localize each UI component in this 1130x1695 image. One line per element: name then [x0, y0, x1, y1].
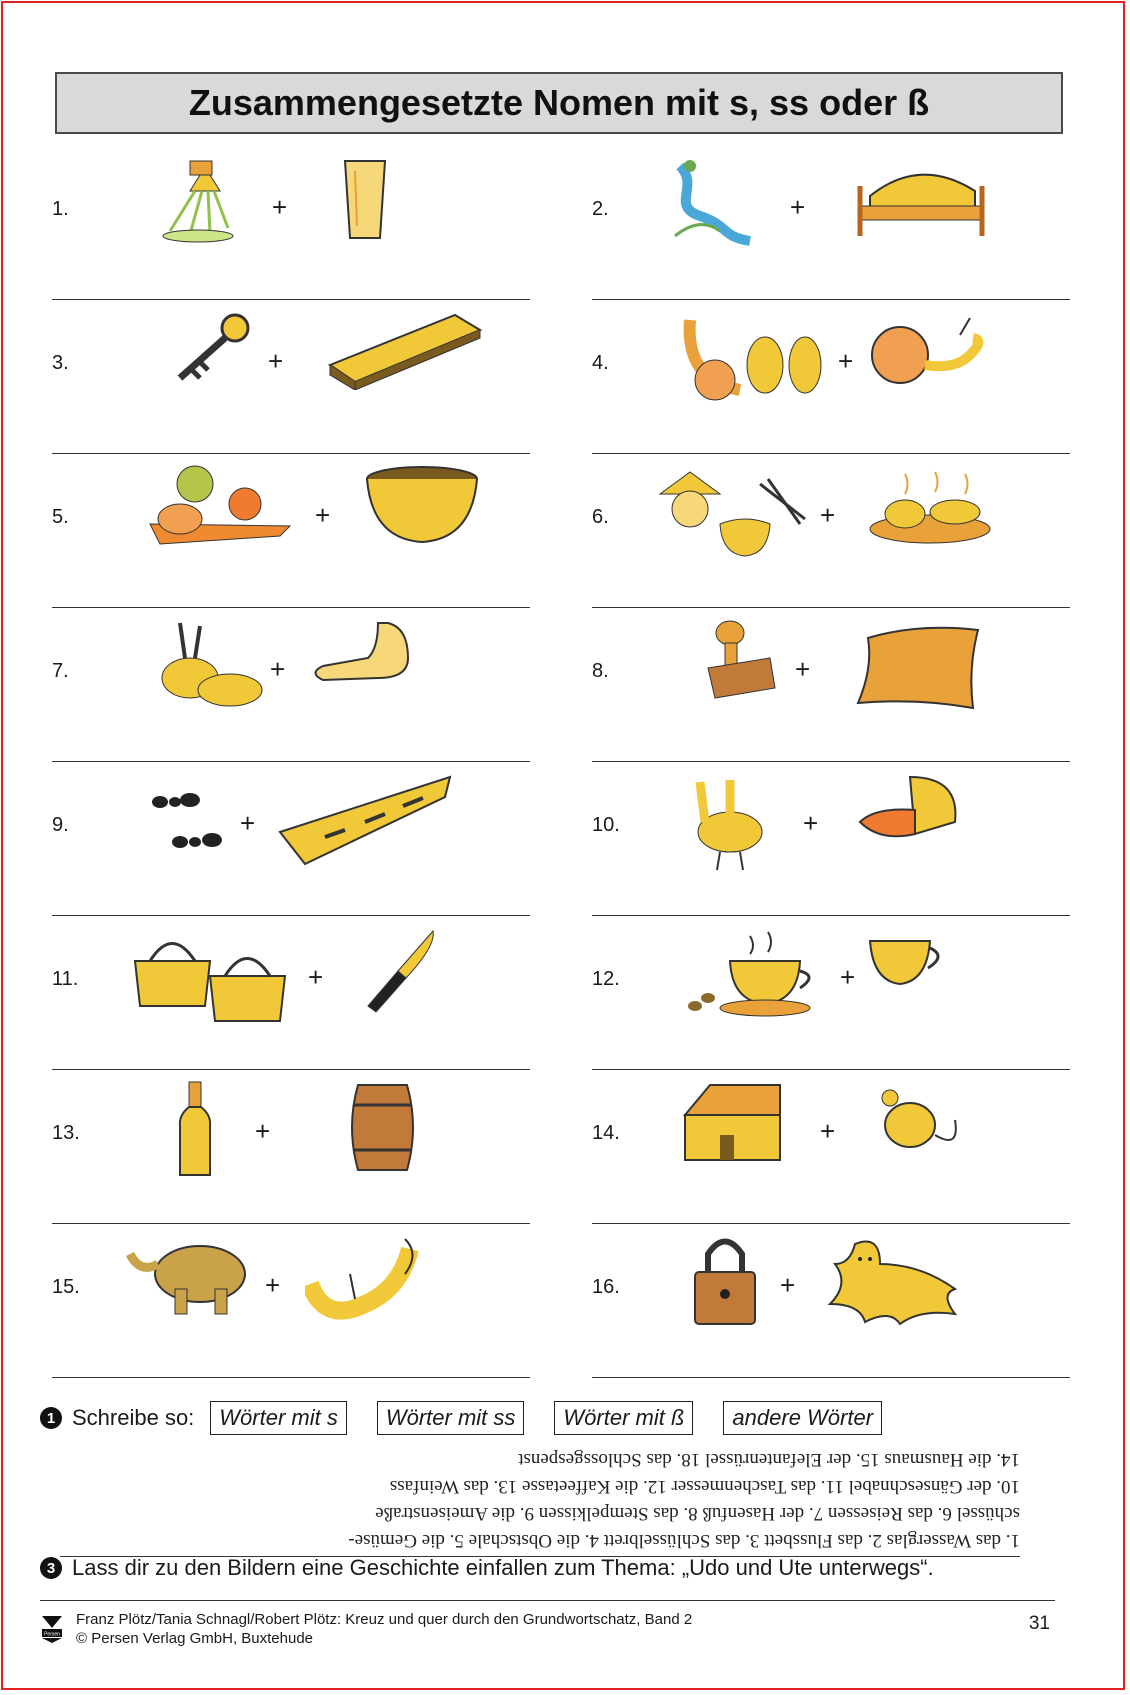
- item-number: 6.: [592, 506, 609, 528]
- category-box-s: Wörter mit s: [210, 1401, 347, 1435]
- road-icon: [275, 772, 455, 867]
- item-number: 13.: [52, 1122, 80, 1144]
- footer-credits: Franz Plötz/Tania Schnagl/Robert Plötz: Kreuz und quer durch den Grundwortschatz, Band 2: [76, 1611, 693, 1628]
- wine-bottle-icon: [175, 1080, 215, 1180]
- item-number: 15.: [52, 1276, 80, 1298]
- barrel-icon: [350, 1080, 415, 1175]
- exercise-item: [580, 920, 1070, 1074]
- pillow-icon: [848, 618, 988, 718]
- exercise-item: [40, 920, 530, 1074]
- answer-line: [52, 453, 530, 454]
- item-number: 2.: [592, 198, 609, 220]
- plus-sign: +: [265, 1270, 281, 1300]
- exercise-item: [40, 1228, 530, 1382]
- svg-text:Persen: Persen: [44, 1631, 60, 1638]
- plus-sign: +: [308, 962, 324, 992]
- plus-sign: +: [795, 654, 811, 684]
- plus-sign: +: [820, 500, 836, 530]
- answer-line: [592, 1069, 1070, 1070]
- plus-sign: +: [803, 808, 819, 838]
- plus-sign: +: [240, 808, 256, 838]
- plus-sign: +: [272, 192, 288, 222]
- answer-line: [592, 761, 1070, 762]
- river-icon: [660, 156, 770, 246]
- answer-line: [52, 607, 530, 608]
- answer-line-text: 10. der Gänseschnabel 11. das Taschenmesser 12. die Kaffeetasse 13. das Weinfass: [389, 1476, 1020, 1497]
- answer-line-text: 1. das Wasserglas 2. das Flussbett 3. das Schlüsselbrett 4. die Obstschale 5. die Gemüse-: [348, 1530, 1020, 1551]
- task-bullet: 1: [40, 1407, 62, 1429]
- exercise-item: [40, 150, 530, 304]
- item-number: 7.: [52, 660, 69, 682]
- item-number: 12.: [592, 968, 620, 990]
- exercise-item: [580, 150, 1070, 304]
- answer-line: [52, 1377, 530, 1378]
- page-title: Zusammengesetzte Nomen mit s, ss oder ß: [188, 82, 930, 123]
- geese-icon: [685, 772, 775, 872]
- exercise-item: [580, 612, 1070, 766]
- handbags-icon: [125, 926, 300, 1026]
- item-number: 4.: [592, 352, 609, 374]
- exercise-item: [580, 458, 1070, 612]
- exercise-item: [580, 1074, 1070, 1228]
- cup-icon: [865, 926, 950, 991]
- publisher-logo: [40, 1614, 64, 1644]
- apple-peel-icon: [865, 310, 995, 400]
- answer-line: [52, 299, 530, 300]
- bed-icon: [850, 156, 990, 241]
- item-number: 8.: [592, 660, 609, 682]
- answer-line: [592, 299, 1070, 300]
- ghost-icon: [820, 1234, 965, 1329]
- item-number: 9.: [52, 814, 69, 836]
- bowl-icon: [362, 464, 482, 549]
- exercise-item: [40, 766, 530, 920]
- item-number: 11.: [52, 968, 79, 990]
- foot-icon: [308, 618, 418, 688]
- answer-line: [592, 915, 1070, 916]
- ants-icon: [140, 772, 240, 862]
- elephant-icon: [120, 1234, 255, 1319]
- mouse-icon: [870, 1080, 965, 1160]
- coffee-icon: [680, 926, 825, 1021]
- task-1: [40, 1396, 1040, 1440]
- footer-divider: [40, 1600, 1055, 1601]
- padlock-icon: [690, 1234, 760, 1329]
- answer-line-text: 14. die Hausmaus 15. der Elefantenrüssel 18. das Schlossgespenst: [518, 1449, 1020, 1470]
- stamp-icon: [700, 618, 780, 708]
- exercise-item: [40, 612, 530, 766]
- water-tap-icon: [150, 156, 240, 246]
- item-number: 14.: [592, 1122, 620, 1144]
- exercise-item: [40, 1074, 530, 1228]
- house-icon: [680, 1080, 785, 1165]
- fruit-icon: [680, 310, 830, 405]
- item-number: 3.: [52, 352, 69, 374]
- footer-copyright: © Persen Verlag GmbH, Buxtehude: [76, 1630, 314, 1647]
- knife-icon: [358, 926, 438, 1016]
- rice-icon: [650, 464, 810, 564]
- vegetables-icon: [140, 464, 300, 554]
- rabbits-icon: [140, 618, 270, 713]
- task-3: [40, 1550, 1080, 1586]
- answer-line: [52, 1223, 530, 1224]
- answer-line: [592, 607, 1070, 608]
- category-box-ss: Wörter mit ss: [377, 1401, 525, 1435]
- plus-sign: +: [820, 1116, 836, 1146]
- food-plate-icon: [865, 464, 995, 549]
- answer-line: [592, 1377, 1070, 1378]
- plus-sign: +: [268, 346, 284, 376]
- item-number: 1.: [52, 198, 69, 220]
- item-number: 10.: [592, 814, 620, 836]
- board-icon: [325, 310, 485, 390]
- task-bullet: 3: [40, 1557, 62, 1579]
- item-number: 16.: [592, 1276, 620, 1298]
- answer-line: [592, 453, 1070, 454]
- answer-line: [592, 1223, 1070, 1224]
- category-box-sz: Wörter mit ß: [554, 1401, 693, 1435]
- task-1-label: Schreibe so:: [72, 1405, 195, 1430]
- exercise-grid: [40, 150, 1070, 1382]
- exercise-item: [580, 1228, 1070, 1382]
- category-box-other: andere Wörter: [723, 1401, 882, 1435]
- answer-key-upside-down: [60, 1444, 1020, 1557]
- plus-sign: +: [790, 192, 806, 222]
- plus-sign: +: [780, 1270, 796, 1300]
- glass-icon: [340, 156, 390, 246]
- key-icon: [170, 310, 260, 390]
- answer-line: [52, 915, 530, 916]
- plus-sign: +: [315, 500, 331, 530]
- plus-sign: +: [270, 654, 286, 684]
- title-box: [55, 72, 1063, 134]
- answer-line: [52, 1069, 530, 1070]
- exercise-item: [580, 304, 1070, 458]
- goose-beak-icon: [855, 772, 965, 847]
- exercise-item: [40, 304, 530, 458]
- trunk-icon: [305, 1234, 420, 1324]
- item-number: 5.: [52, 506, 69, 528]
- answer-line: [52, 761, 530, 762]
- plus-sign: +: [255, 1116, 271, 1146]
- task-3-text: Lass dir zu den Bildern eine Geschichte einfallen zum Thema: „Udo und Ute unterwegs“.: [72, 1555, 934, 1580]
- page-number: 31: [1028, 1613, 1050, 1634]
- exercise-item: [580, 766, 1070, 920]
- exercise-item: [40, 458, 530, 612]
- plus-sign: +: [840, 962, 856, 992]
- plus-sign: +: [838, 346, 854, 376]
- answer-line-text: schüssel 6. das Reisessen 7. der Hasenfuß 8. das Stempelkissen 9. die Ameisenstraße: [375, 1503, 1020, 1524]
